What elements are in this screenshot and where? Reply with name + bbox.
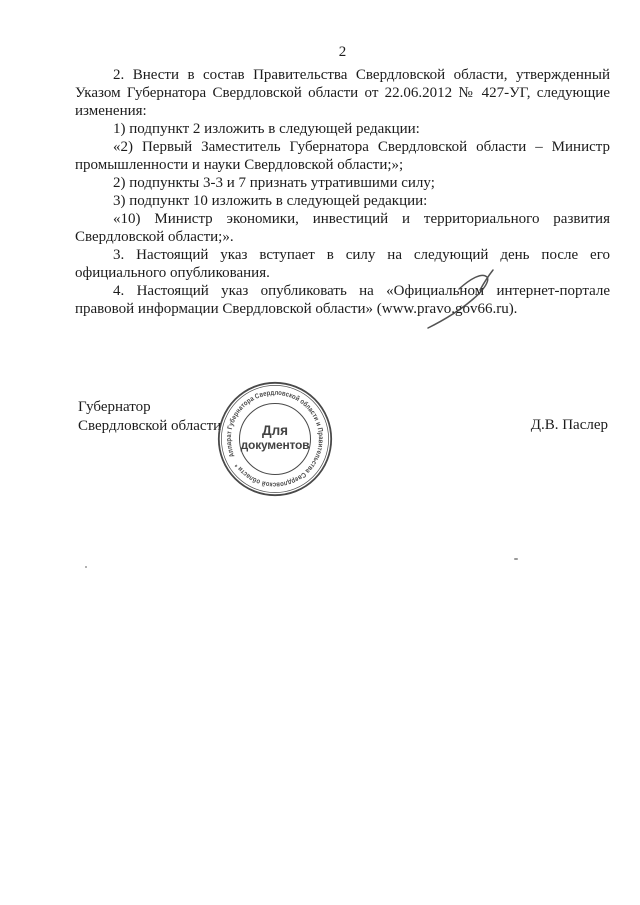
pen-stroke-slash — [480, 270, 493, 290]
stamp-ring-text: Аппарат Губернатора Свердловской области и Правительства Свердловской области * — [225, 389, 324, 488]
document-line: 2. Внести в состав Правительства Свердловской области, утвержденный — [113, 67, 610, 83]
pen-stroke-sweep — [428, 275, 488, 328]
document-line: «2) Первый Заместитель Губернатора Свердловской области – Министр — [113, 139, 610, 155]
signatory-position-line2: Свердловской области — [78, 417, 222, 434]
document-body — [75, 66, 610, 318]
document-line: 2) подпункты 3-3 и 7 признать утратившими силу; — [113, 175, 435, 191]
document-line: 4. Настоящий указ опубликовать на «Официальном интернет-портале — [113, 283, 610, 299]
stamp-center-line1: Для — [261, 423, 289, 438]
document-line: Указом Губернатора Свердловской области от 22.06.2012 № 427-УГ, следующие — [75, 85, 610, 101]
scan-speck — [514, 558, 518, 560]
scan-speck — [85, 566, 87, 568]
official-stamp — [216, 380, 334, 498]
document-line: Свердловской области;». — [75, 229, 234, 245]
signatory-position — [78, 398, 221, 435]
document-line: 3) подпункт 10 изложить в следующей редакции: — [113, 193, 428, 209]
document-line: правовой информации Свердловской области» (www.pravo.gov66.ru). — [75, 301, 518, 317]
signatory-name: Д.В. Паслер — [530, 416, 608, 433]
page-number: 2 — [338, 44, 347, 60]
document-line: изменения: — [75, 103, 147, 119]
signatory-position-line1: Губернатор — [78, 399, 151, 415]
document-line: «10) Министр экономики, инвестиций и территориального развития — [113, 211, 610, 227]
document-line: промышленности и науки Свердловской области;»; — [75, 157, 404, 173]
stamp-center-line2: документов — [240, 438, 310, 452]
document-line: 3. Настоящий указ вступает в силу на следующий день после его — [113, 247, 610, 263]
document-line: официального опубликования. — [75, 265, 270, 281]
signature-block — [78, 398, 608, 435]
document-line: 1) подпункт 2 изложить в следующей редакции: — [113, 121, 420, 137]
pen-stroke — [410, 260, 510, 340]
